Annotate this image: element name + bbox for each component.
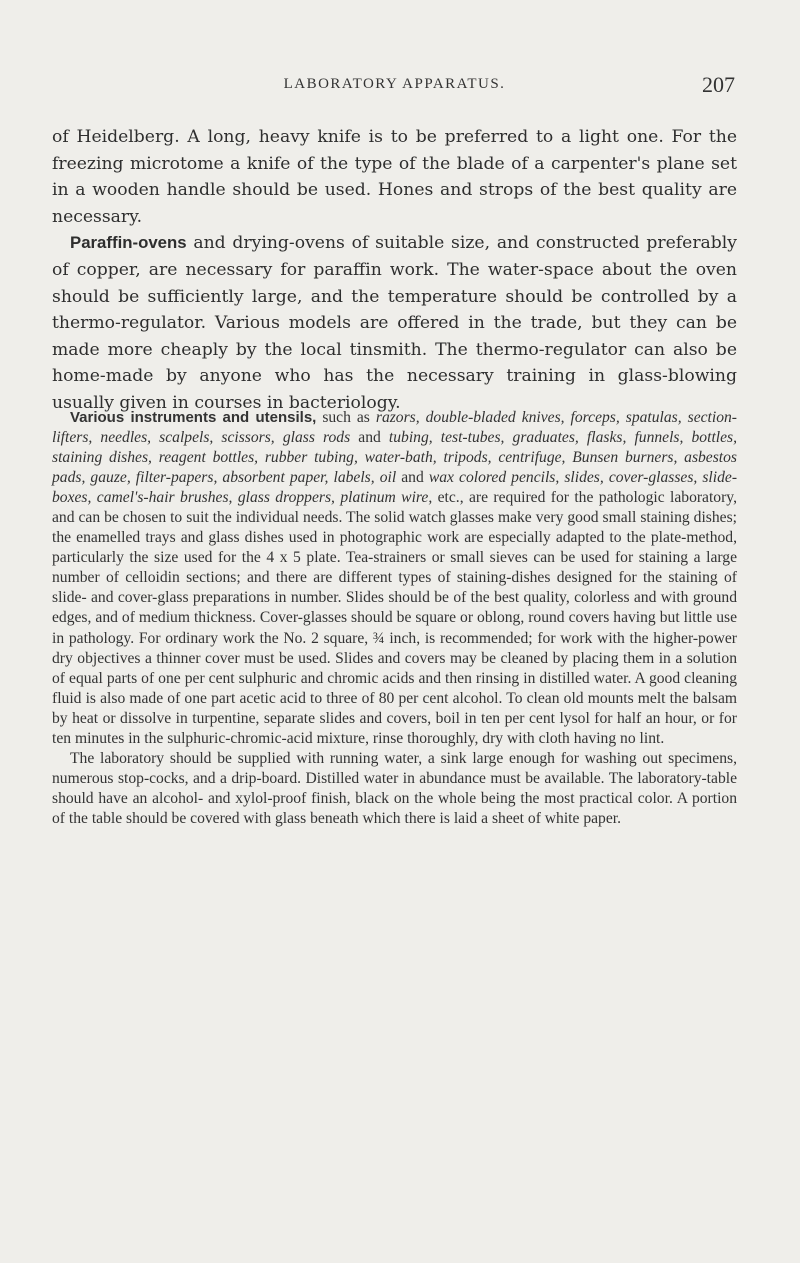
term-drying-ovens: drying-ovens	[232, 233, 345, 254]
paragraph-laboratory	[52, 749, 737, 829]
paragraph-instruments-text: etc., are required for the pathologic laboratory, and can be chosen to suit the individual needs. The solid watch glasses make very good small staining dishes; the enamelled trays and glass dishes used in photographic work are especially adapted to the plate-method, particularly the size used for the 4 x 5 plate. Tea-strainers or small sieves can be used for staining a large number of celloidin sections; and there are different types of staining-dishes designed for the staining of slide- and cover-glass preparations in number. Slides should be of the best quality, colorless and with ground edges, and of medium thickness. Cover-glasses should be square or oblong, round covers having but little use in pathology. For ordinary work the No. 2 square, ¾ inch, is recommended; for work with the higher-power dry objectives a thinner cover must be used. Slides and covers may be cleaned by placing them in a solution of equal parts of one per cent sulphuric and chromic acids and then rinsing in distilled water. A good cleaning fluid is also made of one part acetic acid to three of 80 per cent alcohol. To clean old mounts melt the balsam by heat or dissolve in turpentine, separate slides and covers, boil in ten per cent lysol for half an hour, or for ten minutes in the sulphuric-chromic-acid mixture, rinse thoroughly, dry with cloth having no lint.	[52, 489, 737, 747]
paragraph-knife	[52, 124, 737, 230]
paragraph-knife-text: of Heidelberg. A long, heavy knife is to be preferred to a light one. For the freezing microtome a knife of the type of the blade of a carpenter's plane set in a wooden handle should be used. Hones and strops of the best quality are necessary.	[52, 127, 737, 227]
running-head	[52, 72, 737, 106]
paragraph-laboratory-text: The laboratory should be supplied with running water, a sink large enough for washing out specimens, numerous stop-cocks, and a drip-board. Distilled water in abundance must be available. The laboratory-table should have an alcohol- and xylol-proof finish, black on the whole being the most practical color. A portion of the table should be covered with glass beneath which there is laid a sheet of white paper.	[52, 749, 737, 827]
instrument-list-3: wax colored pencils, slides, cover-glasses, slide-boxes, camel's-hair brushes, glass droppers, platinum wire,	[52, 469, 738, 507]
instrument-list-2: tubing, test-tubes, graduates, flasks, funnels, bottles, staining dishes, reagent bottles, rubber tubing, water-bath, tripods, centrifuge, Bunsen burners, asbestos pads, gauze, filter-papers, absorbent paper, labels, oil	[52, 429, 737, 487]
instrument-list-1: razors, double-bladed knives, forceps, spatulas, section-lifters, needles, scalpels, scissors, glass rods	[52, 409, 737, 447]
conjunction: and	[350, 429, 389, 447]
paragraph-ovens	[52, 230, 737, 416]
paragraph-ovens-text: of suitable size, and constructed preferably of copper, are necessary for paraffin work. The water-space about the oven should be sufficiently large, and the temperature should be controlled by a thermo-regulator. Various models are offered in the trade, but they can be made more cheaply by the local tinsmith. The thermo-regulator can also be home-made by anyone who has the necessary training in glass-blowing usually given in courses in bacteriology.	[52, 233, 738, 413]
large-print-section	[52, 124, 737, 417]
term-paraffin-ovens: Paraffin-ovens	[70, 233, 187, 253]
paragraph-instruments	[52, 408, 737, 749]
running-title: LABORATORY APPARATUS.	[283, 76, 506, 92]
page-number: 207	[702, 72, 735, 97]
phrase-such-as: such as	[316, 409, 376, 426]
conjunction: and	[396, 469, 429, 487]
term-instruments: Various instruments and utensils,	[70, 409, 317, 426]
conjunction: and	[186, 233, 233, 254]
small-print-section	[52, 408, 737, 829]
